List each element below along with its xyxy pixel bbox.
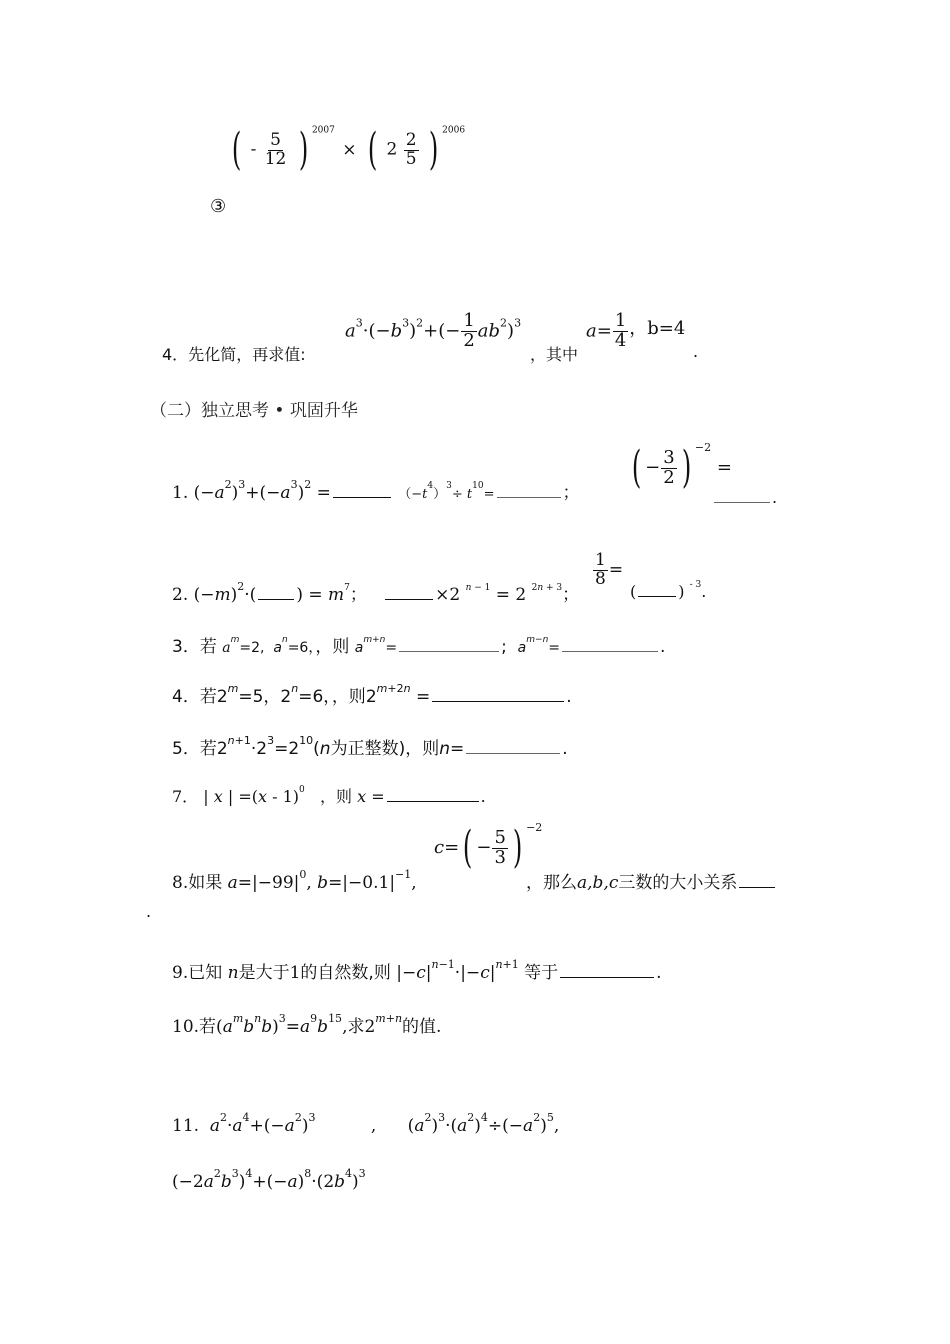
paren-open: ( — [231, 124, 242, 175]
question-1: 1. $(-a^2)^3+(-a^3)^2 = (-t^4)^3\div t^{10}=$ ； — [172, 478, 580, 503]
problem-4: 4．先化简，再求值: — [162, 345, 306, 364]
question-8: 8.如果 $a=|-99|^0$, $b=|-0.1|^{-1}$, — [172, 868, 417, 893]
answer-blank[interactable] — [739, 886, 775, 888]
fraction: $\frac{2}{5}$ — [405, 129, 417, 169]
problem-4-condition: a= $\frac{1}{4}$ ，b=4 — [586, 310, 686, 351]
question-2-part3: $\frac{1}{8}$ = — [595, 550, 624, 589]
fraction: $\frac{5}{12}$ — [264, 129, 287, 169]
answer-blank[interactable] — [385, 598, 433, 600]
answer-blank[interactable] — [466, 752, 560, 754]
expression-3: ( - $\frac{5}{12}$ ) $^{2007}$ × ( 2 $\frac{2}{5}$ ) $^{2006}$ — [231, 124, 466, 175]
question-4: 4．若$2^m=5$，$2^n=6$，，则$2^{m+2n}$ = . — [172, 682, 572, 707]
answer-blank[interactable] — [258, 598, 294, 600]
question-10: 10.若$(a^mb^nb)^3=a^9b^{15}$,求$2^{m+n}$的值. — [172, 1012, 442, 1037]
paren-close: ) — [298, 124, 309, 175]
answer-blank[interactable] — [638, 595, 676, 597]
answer-blank[interactable] — [562, 650, 658, 652]
question-11: 11. $a^2\cdot a^4+(-a^2)^3$ , $(a^2)^3\cdot(a^2)^4\div(-a^2)^5$, — [172, 1111, 560, 1136]
question-11-part3: $(-2a^2b^3)^4+(-a)^8\cdot(2b^4)^3$ — [172, 1167, 366, 1192]
answer-blank[interactable] — [387, 800, 479, 802]
question-9: 9.已知 n是大于1的自然数,则 $|-c|^{n-1}\cdot|-c|^{n+1}$ 等于 . — [172, 958, 662, 983]
answer-blank[interactable] — [399, 650, 499, 652]
question-8-c: c=( − $\frac{5}{3}$ ) $^{-2}$ — [434, 821, 543, 873]
question-5: 5．若$2^{n+1}\cdot 2^3=2^{10}(n$为正整数)，则n= . — [172, 734, 568, 759]
question-7: 7． | x | =(x - 1)$^0$ ，则 x = . — [172, 785, 486, 806]
problem-4-expression: $a^3\cdot(-b^3)^2+(-$ $\frac{1}{2}$ $ab^2)^3$ — [345, 310, 522, 351]
question-1-part3: ( − $\frac{3}{2}$ ) $^{-2}$ = — [631, 441, 732, 493]
answer-blank[interactable] — [714, 501, 770, 503]
question-8-tail: ，那么a,b,c三数的大小关系 — [526, 868, 777, 893]
answer-blank[interactable] — [432, 700, 564, 702]
answer-blank[interactable] — [333, 496, 391, 498]
circled-number: ③ — [210, 196, 227, 217]
paren-close: ) — [428, 124, 439, 175]
question-3: 3．若 $a^m=2$, $a^n=6$，，则 $a^{m+n}=$ ; $a^{m-n}=$ . — [172, 635, 666, 657]
paren-open: ( — [367, 124, 378, 175]
answer-blank[interactable] — [497, 496, 561, 498]
problem-4-where: ，其中 — [530, 345, 579, 364]
question-2: 2. $(-m)^2\cdot$( ) = $m^7$； ×2 $^{n - 1}$ = 2 $^{2n + 3}$； — [172, 580, 580, 605]
answer-blank[interactable] — [560, 976, 654, 978]
section-title: （二）独立思考 • 巩固升华 — [150, 401, 358, 421]
